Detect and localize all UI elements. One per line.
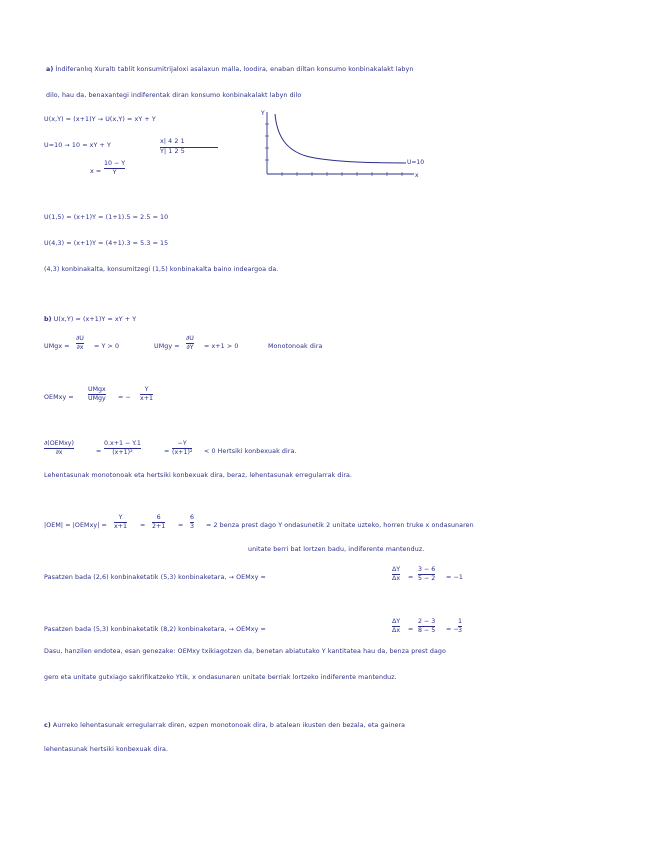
part-a-intro-line-1: a) İndiferanlıq Xuraltı tablit konsumitrijaloxi asalaxun malla, loodira, enaban diltən konsumo konbinakalakt labyn xyxy=(46,66,414,73)
graph-y-axis-label: Y xyxy=(261,110,265,117)
indifference-curve xyxy=(275,114,406,163)
omg-lhs: OEMxy = xyxy=(44,394,74,401)
indifference-curve-graph xyxy=(258,106,428,186)
graph-curve-label: U=10 xyxy=(407,159,425,166)
oem-eq-2: = xyxy=(178,522,184,529)
table-y-row: Y| 1 2 5 xyxy=(160,148,185,155)
omg-fraction-2: Y x+1 xyxy=(140,386,154,402)
omg-eq: = − xyxy=(118,394,131,401)
pair-1-fraction-2: 3 − 6 5 − 2 xyxy=(418,566,436,582)
pair-1-eq: = xyxy=(408,574,414,581)
pair-1-fraction-1: ΔY Δx xyxy=(392,566,401,582)
pair-2-fraction-1: ΔY Δx xyxy=(392,618,401,634)
deriv-fraction-2: 0.x+1 − Y.1 (x+1)² xyxy=(104,440,141,456)
pair-2-text: Pasatzen bada (5,3) konbinaketatik (8,2) konbinaketara, → OEMxy = xyxy=(44,626,266,633)
oem-fraction-3: 6 3 xyxy=(190,514,195,530)
deriv-eq-1: = xyxy=(96,448,102,455)
umg-y-lhs: UMgy = xyxy=(154,343,180,350)
pair-2-fraction-2: 2 − 3 8 − 5 xyxy=(418,618,436,634)
part-a-calc-1: U(1,5) = (x+1)Y = (1+1).5 = 2.5 = 10 xyxy=(44,214,169,221)
oem-eq-1: = xyxy=(140,522,146,529)
final-line-1: Dasu, hanzilen endotea, esan genezake: OEMxy txikiagotzen da, benetan abiatutako Y kantitatea hau da, benza prest dago xyxy=(44,648,446,655)
part-a-calc-2: U(4,3) = (x+1)Y = (4+1).3 = 5.3 = 15 xyxy=(44,240,169,247)
table-x-row: x| 4 2 1 xyxy=(160,138,185,145)
pair-2-eq: = xyxy=(408,626,414,633)
part-a-label: a) xyxy=(46,66,54,73)
part-b-label: b) xyxy=(44,316,52,323)
umg-note: Monotonoak dira xyxy=(268,343,323,350)
umg-y-fraction: ∂U ∂Y xyxy=(186,335,194,351)
part-a-x-fraction: 10 − Y Y xyxy=(104,160,126,176)
part-a-intro-line-2: dilo, hau da, benaxantegi indiferentak diran konsumo konbinakalakt labyn dilo xyxy=(46,92,302,99)
pair-1-text: Pasatzen bada (2,6) konbinaketatik (5,3) konbinaketara, → OEMxy = xyxy=(44,574,266,581)
pair-2-result-fraction: 1 3 xyxy=(458,618,463,634)
umg-x-rhs: = Y > 0 xyxy=(94,343,120,350)
part-a-utility-equation: U(x,Y) = (x+1)Y → U(x,Y) = xY + Y xyxy=(44,116,156,123)
pair-1-result: = −1 xyxy=(446,574,463,581)
part-c-label: c) xyxy=(44,722,51,729)
umg-x-fraction: ∂U ∂x xyxy=(76,335,84,351)
deriv-tail: < 0 Hertsiki konbexuak dira. xyxy=(204,448,297,455)
part-a-conclusion: (4,3) konbinakalta, konsumitzegi (1,5) konbinakalta baino indeargoa da. xyxy=(44,266,279,273)
deriv-fraction-3: −Y (x+1)² xyxy=(172,440,193,456)
part-a-x-lhs: x = xyxy=(90,168,102,175)
deriv-eq-2: = xyxy=(164,448,170,455)
graph-x-axis-label: x xyxy=(415,172,419,179)
omg-fraction-1: UMgx UMgy xyxy=(88,386,106,402)
oem-fraction-2: 6 2+1 xyxy=(152,514,166,530)
pair-2-result: = − xyxy=(446,626,459,633)
final-line-2: gero eta unitate gutxiago sakrifikatzeko Ytik, x ondasunaren unitate berriak lortzeko indiferente mantenduz. xyxy=(44,674,397,681)
deriv-summary: Lehentasunak monotonoak eta hertsiki konbexuak dira, beraz, lehentasunak erregularrak dira. xyxy=(44,472,353,479)
oem-tail-2: unitate berri bat lortzen badu, indiferente mantenduz. xyxy=(248,546,425,553)
part-a-u10-equation: U=10 → 10 = xY + Y xyxy=(44,142,111,149)
umg-x-lhs: UMgx = xyxy=(44,343,70,350)
oem-lhs: |OEM| = |OEMxy| = xyxy=(44,522,107,529)
part-c-line-1: c) Aurreko lehentasunak erregularrak diren, ezpen monotonoak dira, b atalean ikusten den bezala, eta gainera xyxy=(44,722,406,729)
part-c-line-2: lehentasunak hertsiki konbexuak dira. xyxy=(44,746,169,753)
deriv-fraction-1: ∂(OEMxy) ∂x xyxy=(44,440,74,456)
oem-fraction-1: Y x+1 xyxy=(114,514,128,530)
oem-tail: = 2 benza prest dago Y ondasunetik 2 unitate uzteko, horren truke x ondasunaren xyxy=(206,522,474,529)
part-b-utility: b) U(x,Y) = (x+1)Y = xY + Y xyxy=(44,316,137,323)
umg-y-rhs: = x+1 > 0 xyxy=(204,343,239,350)
